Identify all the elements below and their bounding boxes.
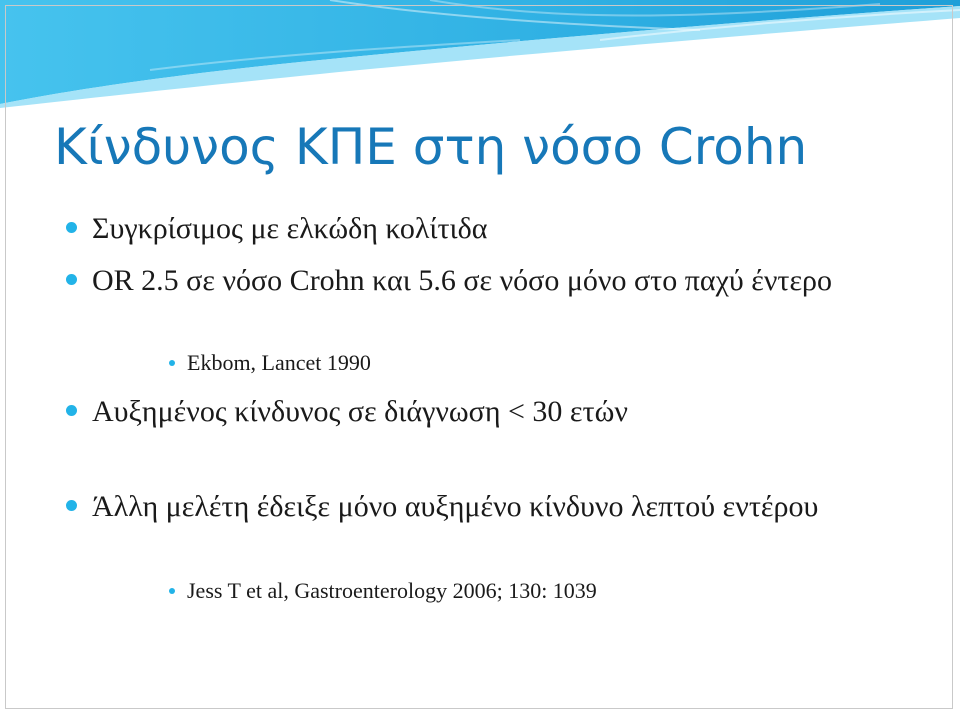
bullet-text: Άλλη μελέτη έδειξε μόνο αυξημένο κίνδυνο λεπτού εντέρου (92, 490, 819, 523)
bullet-text: Αυξημένος κίνδυνος σε διάγνωση < 30 ετών (92, 395, 628, 428)
bullet-dot-icon (66, 222, 77, 233)
bullet-item (92, 262, 892, 300)
sub-bullet-item (187, 577, 887, 605)
sub-bullet-text: Jess T et al, Gastroenterology 2006; 130: 1039 (187, 578, 597, 603)
sub-bullet-dot-icon (169, 360, 175, 366)
bullet-item (92, 393, 892, 431)
bullet-dot-icon (66, 274, 77, 285)
bullet-item (92, 210, 892, 248)
bullet-item (92, 488, 892, 526)
bullet-text: OR 2.5 σε νόσο Crohn και 5.6 σε νόσο μόνο στο παχύ έντερο (92, 264, 833, 297)
sub-bullet-text: Ekbom, Lancet 1990 (187, 350, 371, 375)
sub-bullet-item (187, 349, 887, 377)
bullet-dot-icon (66, 405, 77, 416)
slide-title: Κίνδυνος ΚΠΕ στη νόσο Crohn (54, 118, 808, 176)
sub-bullet-dot-icon (169, 588, 175, 594)
bullet-text: Συγκρίσιμος με ελκώδη κολίτιδα (92, 212, 488, 245)
bullet-dot-icon (66, 500, 77, 511)
